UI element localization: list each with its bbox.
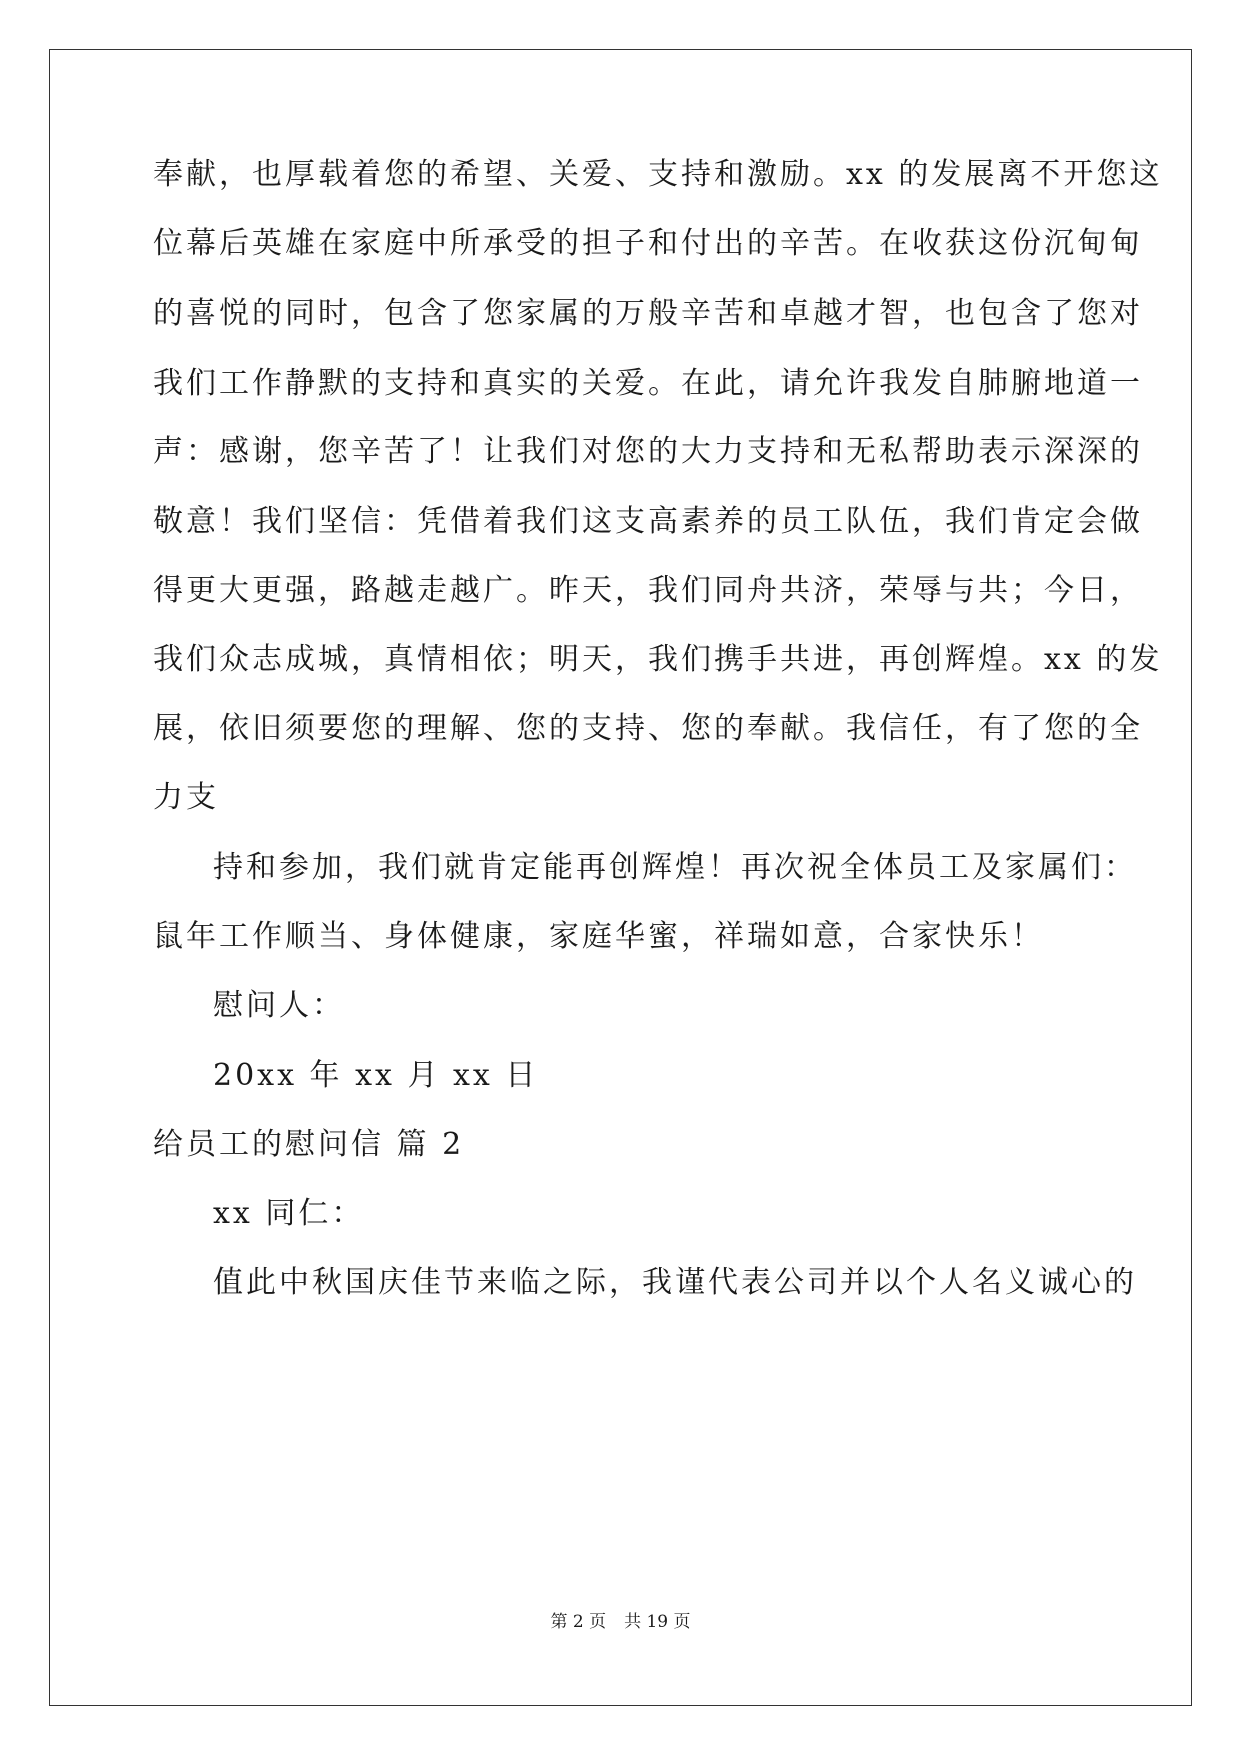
paragraph-line: 展，依旧须要您的理解、您的支持、您的奉献。我信任，有了您的全: [153, 711, 1143, 746]
page-footer: [0, 1612, 1241, 1632]
paragraph-line: 声：感谢，您辛苦了！让我们对您的大力支持和无私帮助表示深深的: [153, 434, 1143, 469]
page-total: 共 19 页: [624, 1612, 691, 1632]
paragraph-line: 鼠年工作顺当、身体健康，家庭华蜜，祥瑞如意，合家快乐！: [153, 919, 1044, 954]
paragraph-line: 敬意！我们坚信：凭借着我们这支高素养的员工队伍，我们肯定会做: [153, 504, 1143, 539]
salutation: xx 同仁：: [213, 1196, 365, 1231]
paragraph-line: 力支: [153, 780, 219, 815]
paragraph-line: 奉献，也厚载着您的希望、关爱、支持和激励。xx 的发展离不开您这: [153, 157, 1163, 192]
date-line: 20xx 年 xx 月 xx 日: [213, 1058, 539, 1093]
paragraph-line: 持和参加，我们就肯定能再创辉煌！再次祝全体员工及家属们：: [213, 850, 1137, 885]
signature-label: 慰问人：: [213, 988, 345, 1023]
section-heading: 给员工的慰问信 篇 2: [153, 1127, 465, 1162]
paragraph-line: 得更大更强，路越走越广。昨天，我们同舟共济，荣辱与共；今日，: [153, 573, 1143, 608]
paragraph-line: 我们工作静默的支持和真实的关爱。在此，请允许我发自肺腑地道一: [153, 366, 1143, 401]
paragraph-line: 值此中秋国庆佳节来临之际，我谨代表公司并以个人名义诚心的: [213, 1265, 1137, 1300]
paragraph-line: 位幕后英雄在家庭中所承受的担子和付出的辛苦。在收获这份沉甸甸: [153, 226, 1143, 261]
page-number: 第 2 页: [550, 1612, 607, 1632]
paragraph-line: 的喜悦的同时，包含了您家属的万般辛苦和卓越才智，也包含了您对: [153, 296, 1143, 331]
paragraph-line: 我们众志成城，真情相依；明天，我们携手共进，再创辉煌。xx 的发: [153, 642, 1163, 677]
